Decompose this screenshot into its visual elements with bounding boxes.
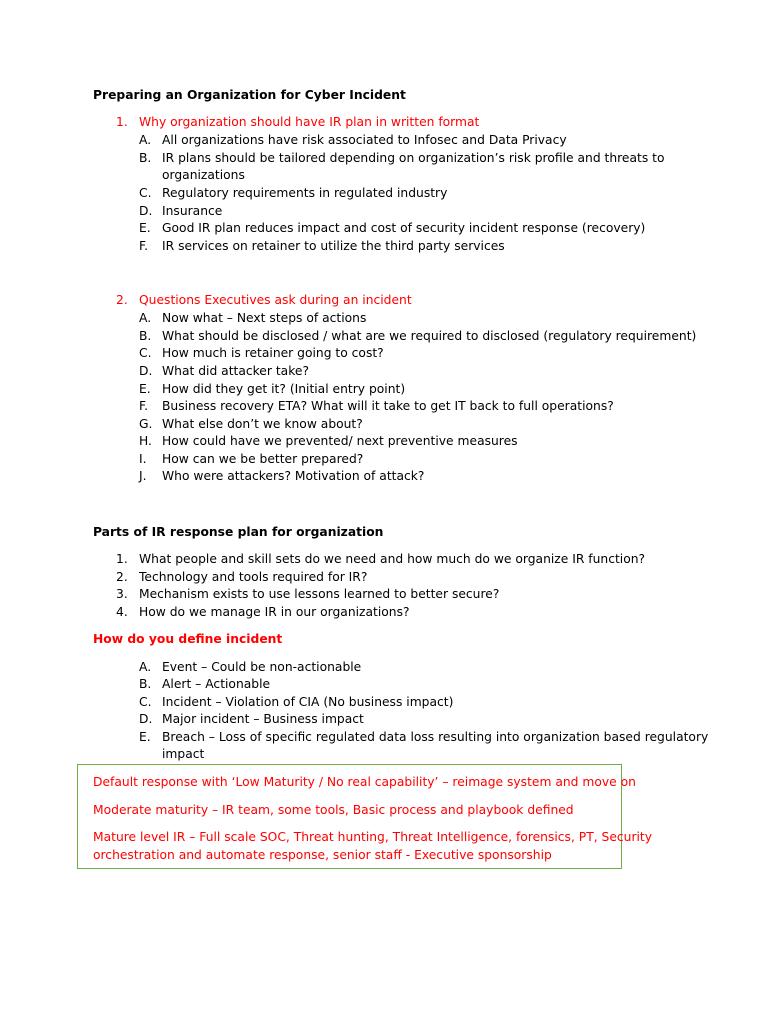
list-item-letter: A. [139,660,152,674]
list-item: Regulatory requirements in regulated industry [162,186,448,200]
list-item: How much is retainer going to cost? [162,346,384,360]
list-item-letter: B. [139,677,152,691]
list-item: How can we be better prepared? [162,452,364,466]
list-item: Who were attackers? Motivation of attack? [162,469,425,483]
list-item: How did they get it? (Initial entry point) [162,382,406,396]
list-item: Good IR plan reduces impact and cost of security incident response (recovery) [162,221,646,235]
section-1-heading: Why organization should have IR plan in written format [139,115,480,129]
list-item-letter: H. [139,434,152,448]
list-item: Technology and tools required for IR? [139,570,368,584]
document-title: Preparing an Organization for Cyber Incident [93,88,406,102]
list-item: Mechanism exists to use lessons learned to better secure? [139,587,500,601]
list-item: All organizations have risk associated to Infosec and Data Privacy [162,133,567,147]
list-item-continuation: impact [162,747,205,761]
list-item: Incident – Violation of CIA (No business impact) [162,695,454,709]
maturity-low: Default response with ‘Low Maturity / No real capability’ – reimage system and move on [93,775,636,789]
list-item: Business recovery ETA? What will it take to get IT back to full operations? [162,399,614,413]
list-item-letter: C. [139,695,152,709]
list-item-number: 4. [116,605,128,619]
list-item: What people and skill sets do we need and how much do we organize IR function? [139,552,646,566]
list-item: Now what – Next steps of actions [162,311,367,325]
list-item: Breach – Loss of specific regulated data loss resulting into organization based regulatory [162,730,709,744]
list-item: What should be disclosed / what are we required to disclosed (regulatory requirement) [162,329,697,343]
list-item-letter: I. [139,452,147,466]
maturity-mature: Mature level IR – Full scale SOC, Threat hunting, Threat Intelligence, forensics, PT, Security [93,830,653,844]
list-item: IR plans should be tailored depending on organization’s risk profile and threats to [162,151,665,165]
section-2-number: 2. [116,293,128,307]
define-heading: How do you define incident [93,632,283,646]
list-item: How could have we prevented/ next preventive measures [162,434,518,448]
list-item-letter: E. [139,221,151,235]
parts-heading: Parts of IR response plan for organization [93,525,384,539]
list-item: How do we manage IR in our organizations? [139,605,410,619]
list-item: What did attacker take? [162,364,309,378]
list-item: Event – Could be non-actionable [162,660,362,674]
list-item-letter: A. [139,311,152,325]
list-item-letter: B. [139,329,152,343]
list-item-continuation: organizations [162,168,245,182]
list-item-number: 2. [116,570,128,584]
list-item-letter: C. [139,346,152,360]
list-item-letter: G. [139,417,153,431]
list-item-letter: J. [139,469,147,483]
section-1-number: 1. [116,115,128,129]
list-item-letter: E. [139,382,151,396]
list-item: IR services on retainer to utilize the third party services [162,239,505,253]
list-item-letter: E. [139,730,151,744]
maturity-mature-continuation: orchestration and automate response, senior staff - Executive sponsorship [93,848,552,862]
list-item-letter: D. [139,364,153,378]
list-item-letter: C. [139,186,152,200]
list-item-letter: A. [139,133,152,147]
list-item: What else don’t we know about? [162,417,363,431]
maturity-moderate: Moderate maturity – IR team, some tools, Basic process and playbook defined [93,803,574,817]
list-item-letter: B. [139,151,152,165]
list-item: Major incident – Business impact [162,712,364,726]
list-item: Insurance [162,204,223,218]
list-item-number: 1. [116,552,128,566]
list-item-number: 3. [116,587,128,601]
list-item-letter: D. [139,712,153,726]
list-item: Alert – Actionable [162,677,271,691]
section-2-heading: Questions Executives ask during an incident [139,293,412,307]
list-item-letter: F. [139,399,149,413]
list-item-letter: D. [139,204,153,218]
list-item-letter: F. [139,239,149,253]
